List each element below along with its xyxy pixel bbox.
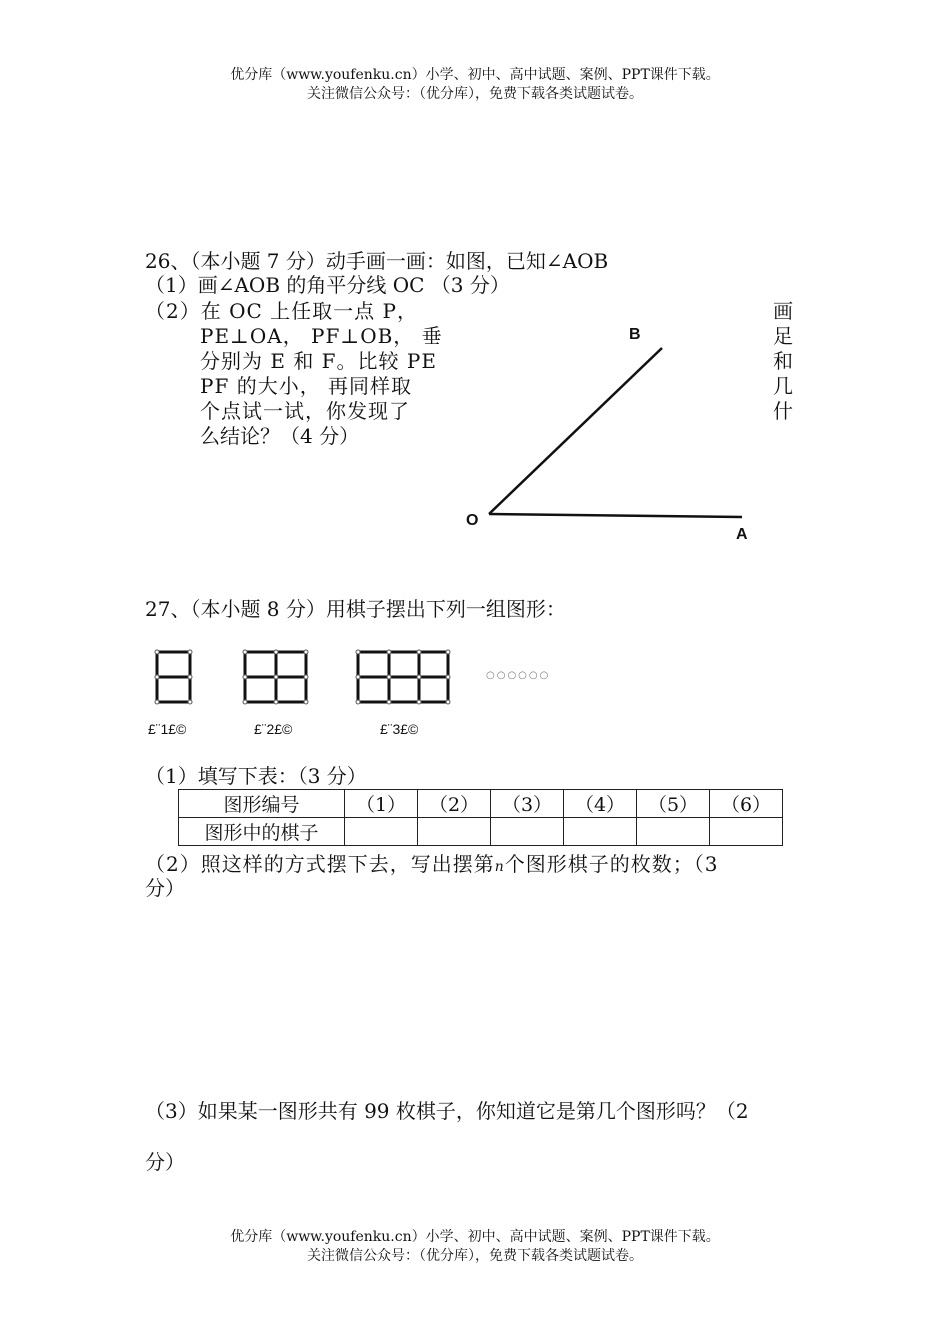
table-col-5: （5） — [637, 790, 710, 818]
table-col-1: （1） — [345, 790, 418, 818]
table-row-pieces — [179, 818, 783, 846]
q27-part2-text-b: 个图形棋子的枚数；（3 — [504, 852, 719, 876]
table-col-4: （4） — [564, 790, 637, 818]
q26-right-char-4: 几 — [773, 374, 793, 398]
q26-title: 26、（本小题 7 分）动手画一画：如图，已知∠AOB — [145, 249, 609, 273]
table-header-pieces: 图形中的棋子 — [179, 818, 345, 846]
header-line-1: 优分库（www.youfenku.cn）小学、初中、高中试题、案例、PPT课件下载。 — [230, 67, 720, 83]
header-line-2: 关注微信公众号：（优分库），免费下载各类试题试卷。 — [307, 86, 643, 102]
q26-right-char-1: 画 — [773, 299, 793, 323]
q26-right-char-5: 什 — [773, 399, 793, 423]
label-b: B — [629, 326, 641, 343]
q27-part2-end: 分） — [145, 876, 185, 900]
q26-part2-line-4: PF 的大小， 再同样取 — [200, 374, 413, 398]
footer-line-2: 关注微信公众号：（优分库），免费下载各类试题试卷。 — [307, 1248, 643, 1264]
q27-part2 — [145, 852, 719, 879]
q26-part2-line-6: 么结论？（4 分） — [200, 424, 360, 448]
table-row-number — [179, 790, 783, 818]
answer-table — [178, 789, 783, 846]
q26-part2-line-3: 分别为 E 和 F。比较 PE — [200, 349, 437, 373]
table-col-3: （3） — [491, 790, 564, 818]
figure-2-caption: £¨2£© — [254, 721, 293, 737]
q26-part1: （1）画∠AOB 的角平分线 OC （3 分） — [145, 273, 510, 297]
answer-cell-1[interactable] — [345, 818, 418, 846]
table-col-6: （6） — [710, 790, 783, 818]
answer-cell-4[interactable] — [564, 818, 637, 846]
q27-part3-end: 分） — [145, 1150, 185, 1174]
q26-part2-line-5: 个点试一试，你发现了 — [200, 399, 410, 423]
figure-3 — [358, 652, 448, 702]
table-header-figure-number: 图形编号 — [179, 790, 345, 818]
answer-cell-5[interactable] — [637, 818, 710, 846]
q26-part2-line-1: （2）在 OC 上任取一点 P， — [145, 299, 418, 323]
label-a: A — [736, 526, 748, 543]
figure-1 — [157, 652, 190, 702]
q27-part1: （1）填写下表：（3 分） — [145, 764, 367, 788]
q27-part3: （3）如果某一图形共有 99 枚棋子，你知道它是第几个图形吗？（2 — [145, 1099, 749, 1123]
q26-right-char-3: 和 — [773, 349, 793, 373]
q27-title: 27、（本小题 8 分）用棋子摆出下列一组图形： — [145, 597, 566, 621]
q26-right-char-2: 足 — [773, 324, 793, 348]
label-o: O — [466, 512, 479, 529]
q27-part2-text-a: （2）照这样的方式摆下去，写出摆第 — [145, 852, 495, 876]
figure-3-caption: £¨3£© — [380, 721, 419, 737]
answer-cell-2[interactable] — [418, 818, 491, 846]
answer-cell-3[interactable] — [491, 818, 564, 846]
footer-line-1: 优分库（www.youfenku.cn）小学、初中、高中试题、案例、PPT课件下载。 — [230, 1229, 720, 1245]
q26-part2-line-2: PE⊥OA， PF⊥OB， 垂 — [200, 324, 443, 348]
table-col-2: （2） — [418, 790, 491, 818]
q27-part2-n: n — [494, 859, 505, 875]
answer-cell-6[interactable] — [710, 818, 783, 846]
figure-1-caption: £¨1£© — [148, 721, 187, 737]
continuation-dots: ○○○○○○ — [486, 670, 551, 681]
